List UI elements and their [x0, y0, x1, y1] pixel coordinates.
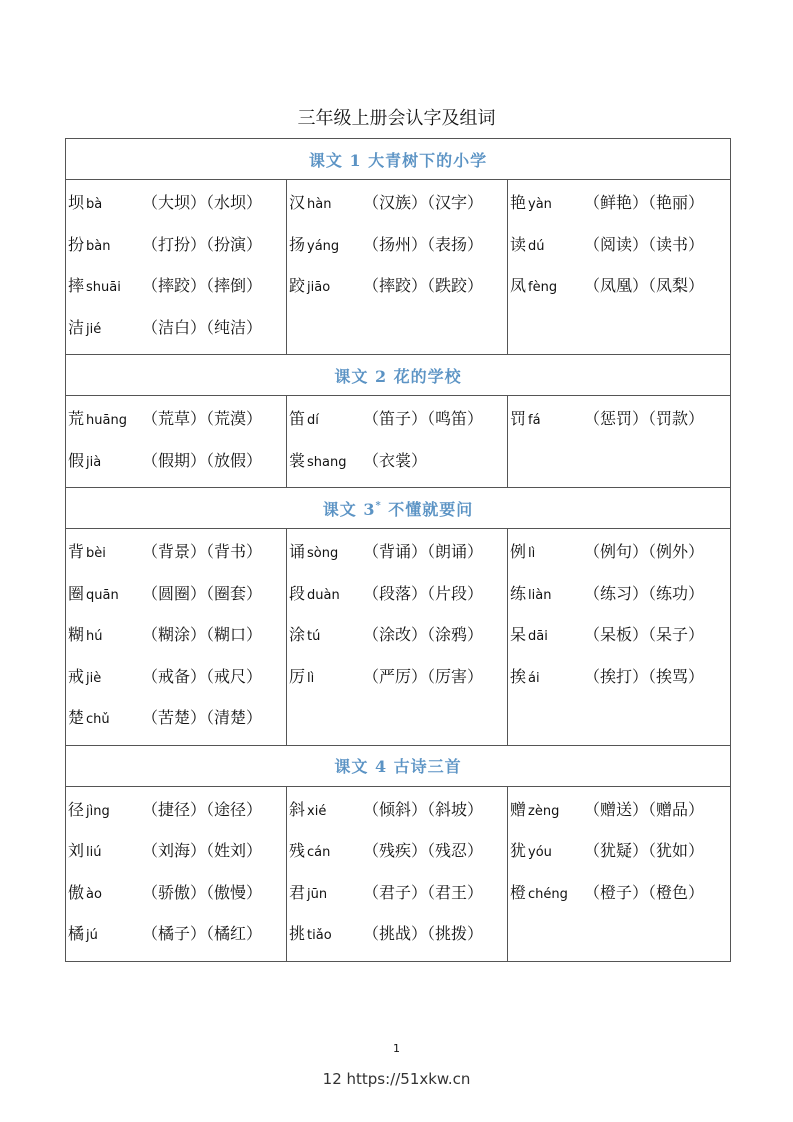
entry-pinyin: dú	[528, 238, 545, 254]
lesson-heading	[66, 488, 731, 529]
vocab-entry	[68, 265, 286, 307]
entry-words: （苦楚）（清楚）	[142, 708, 263, 727]
entry-pinyin: sòng	[307, 546, 339, 561]
entry-pinyin: jiè	[86, 670, 102, 686]
entry-words: （呆板）（呆子）	[584, 625, 705, 644]
lesson-header-row	[66, 745, 731, 786]
lesson-content-row	[66, 529, 731, 746]
entry-words: （捷径）（途径）	[142, 799, 263, 819]
entry-character: 笛	[289, 409, 306, 428]
entry-pinyin: hú	[86, 629, 103, 644]
entry-character: 假	[68, 450, 85, 470]
entry-pinyin: tú	[307, 629, 321, 644]
entry-character: 洁	[68, 317, 85, 337]
entry-words: （鲜艳）（艳丽）	[584, 193, 705, 212]
entry-pinyin: liàn	[528, 587, 552, 603]
entry-pinyin: huāng	[86, 413, 127, 428]
vocab-entry	[68, 697, 286, 739]
entry-character: 扬	[289, 234, 306, 254]
entry-character: 挨	[510, 666, 527, 686]
entry-pinyin: jú	[86, 928, 98, 943]
entry-pinyin: bàn	[86, 238, 111, 254]
vocab-entry	[289, 872, 507, 914]
vocab-entry	[289, 913, 507, 955]
entry-character: 艳	[510, 193, 527, 212]
lesson-heading	[66, 139, 731, 180]
vocab-entry	[68, 830, 286, 872]
entry-character: 圈	[68, 583, 85, 603]
vocab-entry	[289, 531, 507, 573]
entry-pinyin: zèng	[528, 803, 560, 819]
entry-pinyin: yáng	[307, 238, 340, 254]
lesson-heading	[66, 745, 731, 786]
entry-character: 例	[510, 542, 527, 561]
entry-character: 背	[68, 542, 85, 561]
vocab-entry	[68, 789, 286, 831]
entry-words: （打扮）（扮演）	[142, 234, 263, 254]
entry-pinyin: yàn	[528, 197, 552, 212]
vocab-entry	[510, 789, 730, 831]
lesson-column	[287, 396, 508, 488]
entry-words: （摔跤）（摔倒）	[142, 276, 263, 295]
entry-pinyin: fá	[528, 413, 541, 428]
entry-character: 斜	[289, 799, 306, 819]
vocab-entry	[510, 830, 730, 872]
entry-pinyin: dāi	[528, 629, 548, 644]
vocab-entry	[510, 573, 730, 615]
lesson-header-row	[66, 355, 731, 396]
lesson-column	[66, 786, 287, 961]
entry-pinyin: xié	[307, 803, 327, 819]
lesson-column	[66, 180, 287, 355]
entry-words: （惩罚）（罚款）	[584, 409, 705, 428]
lesson-column	[508, 180, 731, 355]
lesson-heading-text: 课文 1 大青树下的小学	[308, 150, 488, 170]
vocab-entry	[510, 265, 730, 307]
entry-words: （严厉）（厉害）	[363, 666, 484, 686]
entry-character: 楚	[68, 708, 85, 727]
lesson-header-row	[66, 139, 731, 180]
vocab-entry	[289, 440, 507, 482]
entry-words: （笛子）（鸣笛）	[363, 409, 484, 428]
entry-character: 裳	[289, 450, 306, 470]
entry-pinyin: bèi	[86, 546, 106, 561]
vocab-entry	[510, 182, 730, 224]
entry-words: （阅读）（读书）	[584, 234, 705, 254]
entry-character: 凤	[510, 276, 527, 295]
entry-character: 刘	[68, 841, 85, 860]
entry-words: （例句）（例外）	[584, 542, 705, 561]
entry-words: （假期）（放假）	[142, 450, 263, 470]
entry-pinyin: fèng	[528, 280, 558, 295]
entry-words: （糊涂）（糊口）	[142, 625, 263, 644]
lesson-heading-rest: 不懂就要问	[381, 499, 474, 519]
entry-words: （扬州）（表扬）	[363, 234, 484, 254]
entry-pinyin: ái	[528, 670, 540, 686]
entry-character: 傲	[68, 882, 85, 902]
entry-pinyin: jià	[86, 454, 102, 470]
entry-character: 厉	[289, 666, 306, 686]
vocab-table	[65, 138, 731, 962]
lesson-column	[508, 396, 731, 488]
entry-character: 段	[289, 583, 306, 603]
lesson-column	[66, 396, 287, 488]
entry-character: 戒	[68, 666, 85, 686]
entry-words: （橘子）（橘红）	[142, 924, 263, 943]
vocab-entry	[289, 398, 507, 440]
entry-character: 摔	[68, 276, 85, 295]
entry-pinyin: hàn	[307, 197, 332, 212]
entry-pinyin: duàn	[307, 587, 340, 603]
vocab-entry	[68, 307, 286, 349]
entry-words: （橙子）（橙色）	[584, 882, 705, 902]
vocab-entry	[289, 830, 507, 872]
entry-character: 橙	[510, 882, 527, 902]
entry-character: 残	[289, 841, 306, 860]
entry-character: 荒	[68, 409, 85, 428]
lesson-column	[287, 529, 508, 746]
vocab-entry	[510, 614, 730, 656]
vocab-entry	[289, 265, 507, 307]
entry-words: （圆圈）（圈套）	[142, 583, 263, 603]
entry-character: 糊	[68, 625, 85, 644]
entry-words: （戒备）（戒尺）	[142, 666, 263, 686]
lesson-heading-mark: *	[375, 500, 382, 512]
vocab-entry	[289, 656, 507, 698]
entry-pinyin: lì	[528, 546, 536, 561]
lesson-heading	[66, 355, 731, 396]
entry-character: 读	[510, 234, 527, 254]
entry-words: （大坝）（水坝）	[142, 193, 263, 212]
entry-pinyin: yóu	[528, 845, 552, 860]
lesson-header-row	[66, 488, 731, 529]
vocab-entry	[68, 224, 286, 266]
vocab-entry	[68, 182, 286, 224]
entry-character: 诵	[289, 542, 306, 561]
entry-words: （洁白）（纯洁）	[142, 317, 263, 337]
lesson-column	[508, 529, 731, 746]
entry-character: 跤	[289, 276, 306, 295]
entry-character: 罚	[510, 409, 527, 428]
page-number: 1	[393, 1042, 400, 1055]
lesson-content-row	[66, 786, 731, 961]
vocab-entry	[510, 224, 730, 266]
entry-words: （背诵）（朗诵）	[363, 542, 484, 561]
entry-character: 汉	[289, 193, 306, 212]
lesson-column	[287, 786, 508, 961]
entry-pinyin: ào	[86, 886, 102, 902]
lesson-heading-text: 课文 3	[322, 499, 376, 519]
entry-character: 涂	[289, 625, 306, 644]
vocab-entry	[68, 913, 286, 955]
lesson-column	[66, 529, 287, 746]
entry-pinyin: jìng	[86, 803, 110, 819]
entry-words: （犹疑）（犹如）	[584, 841, 705, 860]
vocab-table-body	[66, 139, 731, 962]
vocab-entry	[510, 656, 730, 698]
vocab-entry	[68, 398, 286, 440]
entry-pinyin: dí	[307, 413, 319, 428]
entry-character: 径	[68, 799, 85, 819]
entry-pinyin: shang	[307, 454, 347, 470]
page-title: 三年级上册会认字及组词	[297, 108, 496, 129]
vocab-entry	[289, 789, 507, 831]
entry-words: （涂改）（涂鸦）	[363, 625, 484, 644]
entry-pinyin: chǔ	[86, 712, 110, 727]
entry-pinyin: bà	[86, 197, 103, 212]
lesson-column	[508, 786, 731, 961]
vocab-entry	[289, 224, 507, 266]
footer-url: 12 https://51xkw.cn	[322, 1070, 471, 1088]
entry-pinyin: shuāi	[86, 280, 121, 295]
entry-character: 犹	[510, 841, 527, 860]
entry-character: 橘	[68, 924, 85, 943]
entry-character: 挑	[289, 924, 306, 943]
vocab-entry	[68, 614, 286, 656]
vocab-entry	[68, 656, 286, 698]
entry-words: （段落）（片段）	[363, 583, 484, 603]
entry-words: （挨打）（挨骂）	[584, 666, 705, 686]
entry-words: （背景）（背书）	[142, 542, 263, 561]
vocab-entry	[289, 182, 507, 224]
vocab-entry	[68, 872, 286, 914]
entry-character: 君	[289, 882, 306, 902]
entry-pinyin: cán	[307, 845, 331, 860]
lesson-content-row	[66, 396, 731, 488]
entry-words: （倾斜）（斜坡）	[363, 799, 484, 819]
vocab-entry	[68, 531, 286, 573]
entry-words: （赠送）（赠品）	[584, 799, 705, 819]
entry-pinyin: jié	[86, 321, 102, 337]
entry-pinyin: jūn	[307, 886, 328, 902]
entry-words: （汉族）（汉字）	[363, 193, 484, 212]
entry-words: （荒草）（荒漠）	[142, 409, 263, 428]
vocab-entry	[510, 531, 730, 573]
entry-pinyin: quān	[86, 587, 119, 603]
vocab-entry	[68, 573, 286, 615]
entry-words: （摔跤）（跌跤）	[363, 276, 484, 295]
vocab-entry	[289, 614, 507, 656]
entry-pinyin: tiǎo	[307, 928, 332, 943]
entry-words: （君子）（君王）	[363, 882, 484, 902]
entry-words: （挑战）（挑拨）	[363, 924, 484, 943]
entry-words: （残疾）（残忍）	[363, 841, 484, 860]
entry-character: 坝	[68, 193, 85, 212]
entry-character: 扮	[68, 234, 85, 254]
entry-character: 练	[510, 583, 527, 603]
lesson-content-row	[66, 180, 731, 355]
vocab-entry	[68, 440, 286, 482]
entry-words: （练习）（练功）	[584, 583, 705, 603]
lesson-heading-text: 课文 4 古诗三首	[334, 757, 462, 776]
entry-words: （凤凰）（凤梨）	[584, 276, 705, 295]
entry-pinyin: liú	[86, 845, 102, 860]
entry-words: （刘海）（姓刘）	[142, 841, 263, 860]
lesson-heading-text: 课文 2 花的学校	[334, 366, 462, 386]
vocab-entry	[510, 398, 730, 440]
entry-character: 呆	[510, 625, 527, 644]
entry-words: （衣裳）	[363, 450, 428, 470]
vocab-entry	[289, 573, 507, 615]
entry-character: 赠	[510, 799, 527, 819]
entry-pinyin: jiāo	[307, 280, 331, 295]
lesson-column	[287, 180, 508, 355]
entry-words: （骄傲）（傲慢）	[142, 882, 263, 902]
entry-pinyin: lì	[307, 670, 315, 686]
entry-pinyin: chéng	[528, 886, 568, 902]
vocab-entry	[510, 872, 730, 914]
